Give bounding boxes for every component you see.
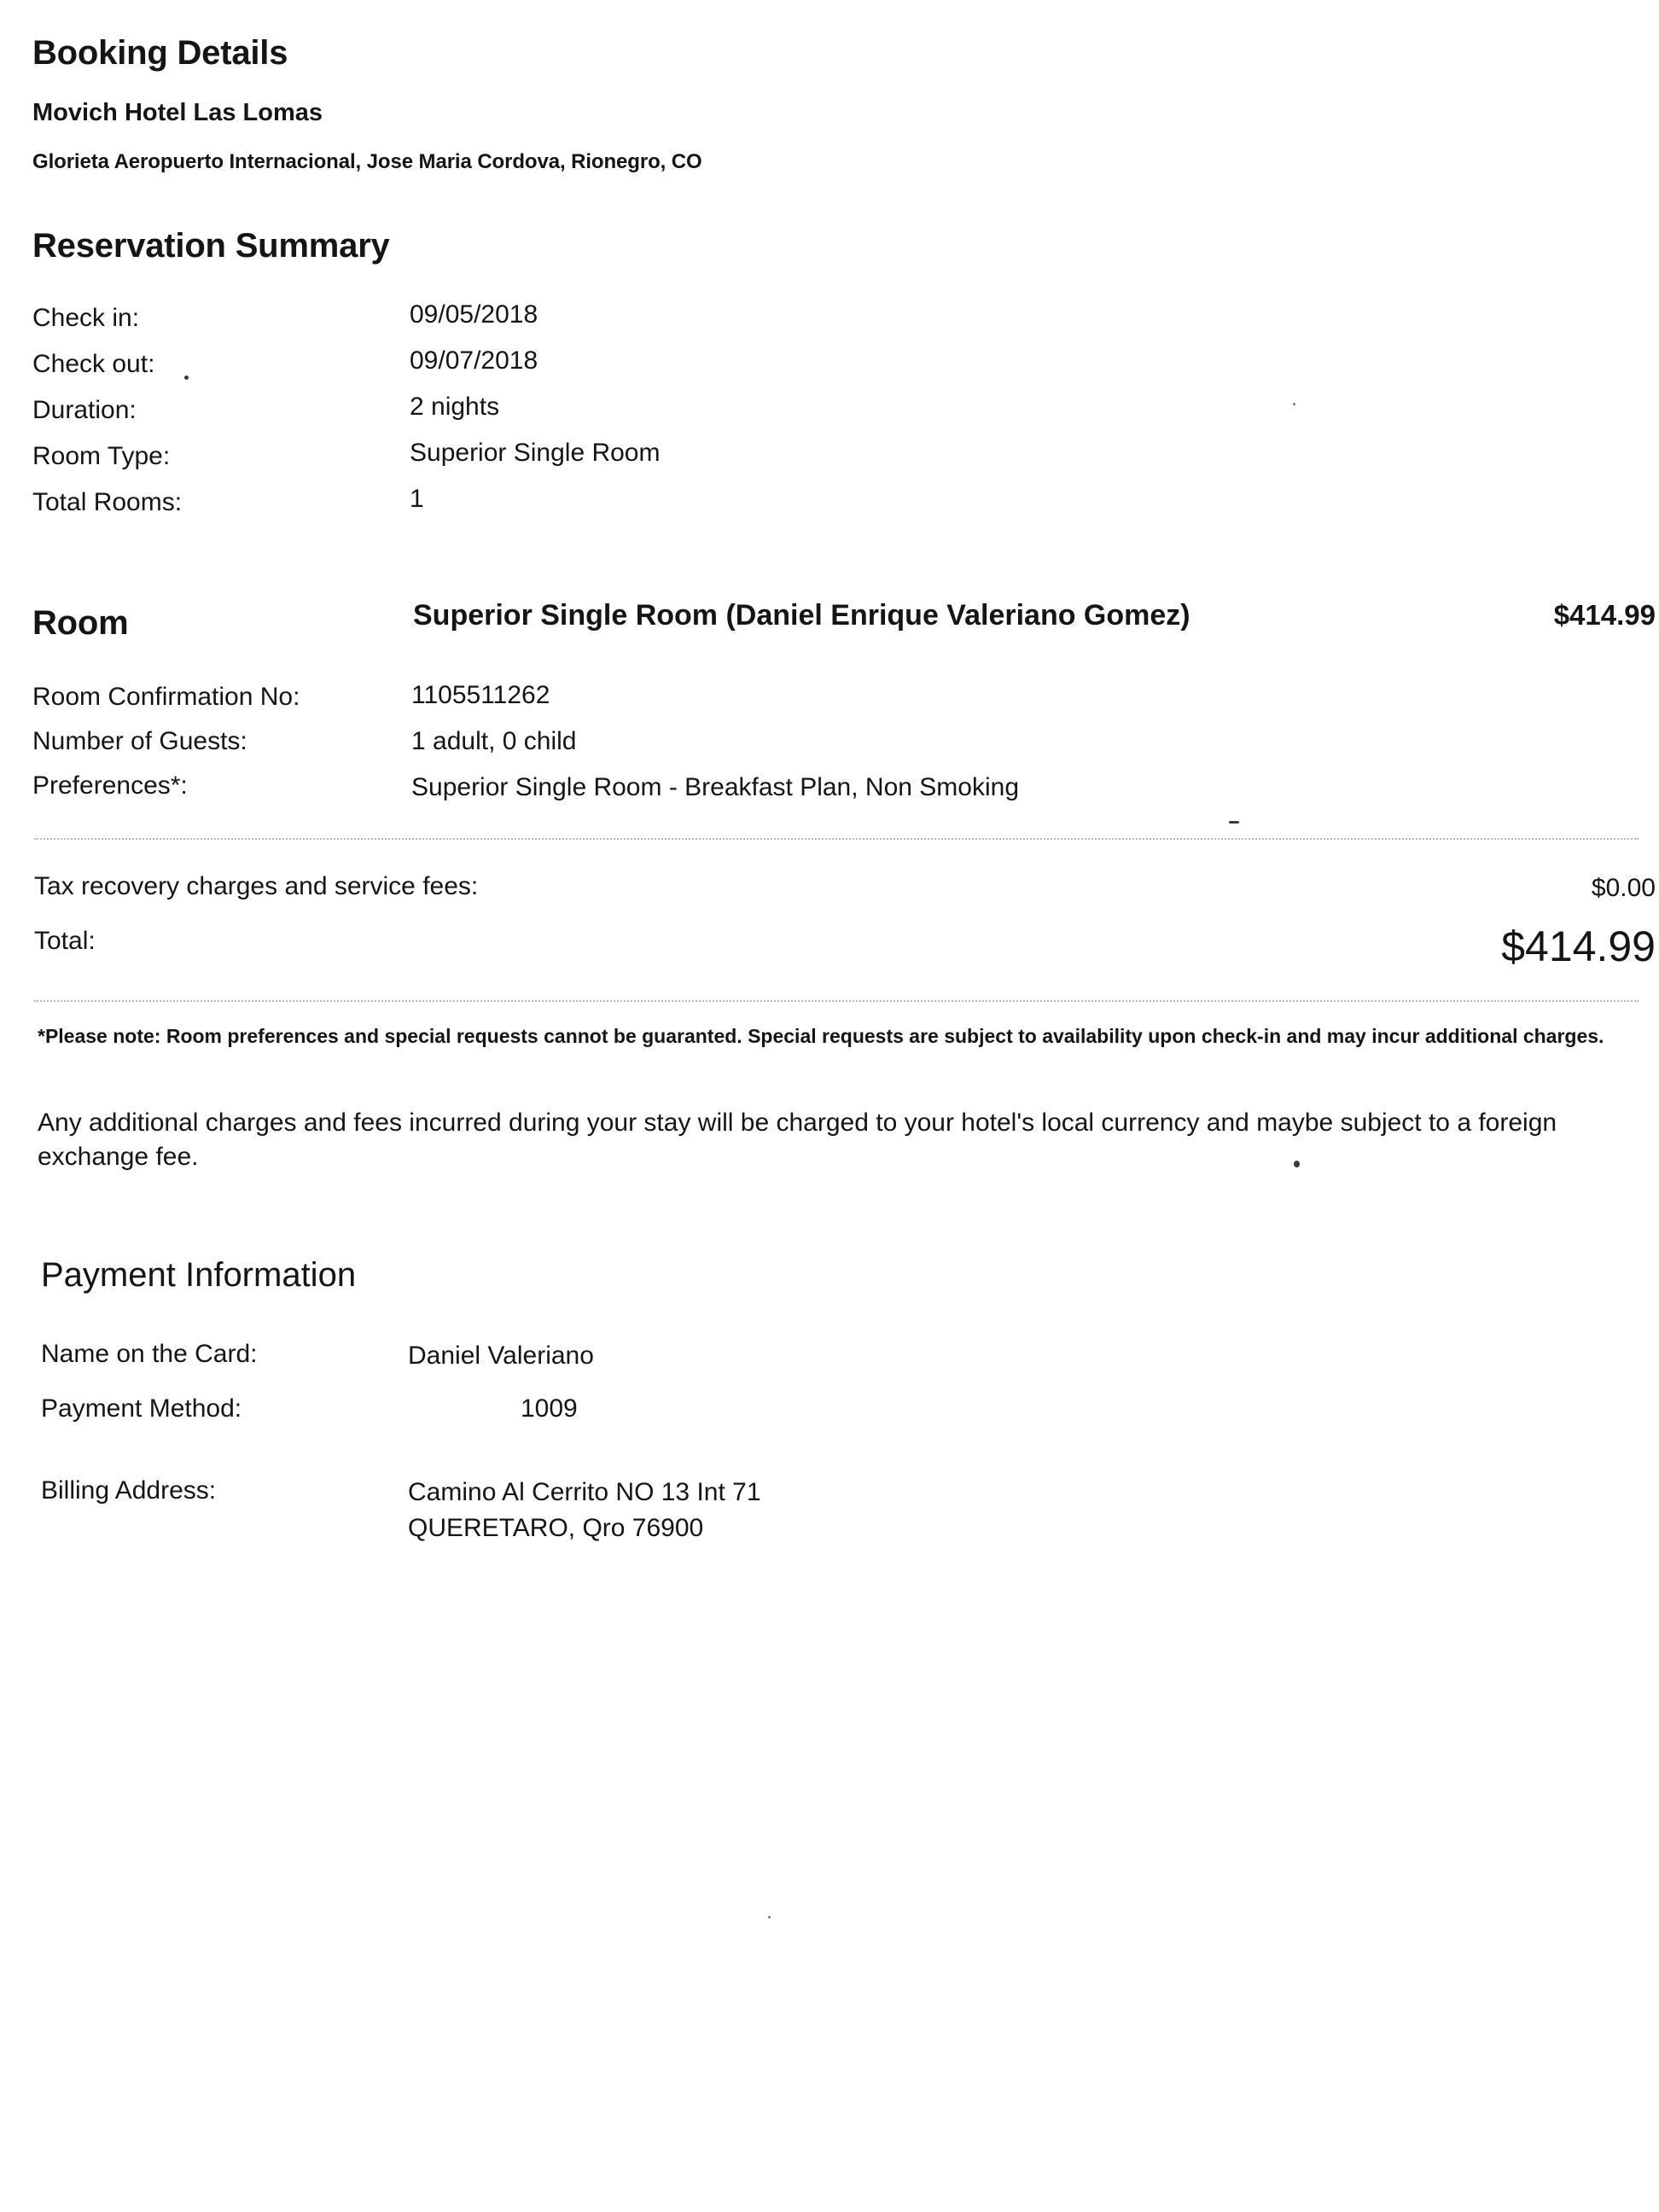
confirmation-number-value: 1105511262 — [411, 681, 550, 709]
billing-address-line2: QUERETARO, Qro 76900 — [408, 1514, 704, 1542]
check-out-label: Check out: — [32, 350, 155, 378]
preferences-value: Superior Single Room - Breakfast Plan, Non Smoking — [411, 773, 1020, 801]
room-type-value: Superior Single Room — [410, 439, 661, 467]
name-on-card-value: Daniel Valeriano — [408, 1342, 594, 1370]
room-type-label: Room Type: — [32, 442, 171, 470]
total-rooms-label: Total Rooms: — [32, 488, 183, 516]
room-title: Superior Single Room (Daniel Enrique Valeriano Gomez) — [413, 599, 1190, 632]
divider — [34, 1000, 1639, 1002]
divider — [34, 838, 1639, 840]
payment-information-heading: Payment Information — [41, 1256, 357, 1294]
scan-speck — [184, 375, 189, 380]
reservation-summary-heading: Reservation Summary — [32, 227, 390, 265]
preference-disclaimer: *Please note: Room preferences and special requests cannot be guaranted. Special requests are subject to availability upon check-in and may incur additional charges. — [38, 1025, 1604, 1047]
payment-method-label: Payment Method: — [41, 1394, 242, 1423]
room-price: $414.99 — [1553, 599, 1656, 631]
check-in-value: 09/05/2018 — [410, 300, 538, 329]
room-heading: Room — [32, 604, 129, 642]
duration-label: Duration: — [32, 396, 137, 424]
hotel-name: Movich Hotel Las Lomas — [32, 99, 323, 126]
duration-value: 2 nights — [410, 393, 500, 421]
booking-details-heading: Booking Details — [32, 34, 288, 72]
scan-speck — [1293, 403, 1295, 405]
tax-fees-value: $0.00 — [1591, 874, 1656, 902]
billing-address-line1: Camino Al Cerrito NO 13 Int 71 — [408, 1478, 761, 1506]
hotel-address: Glorieta Aeropuerto Internacional, Jose Maria Cordova, Rionegro, CO — [32, 150, 702, 173]
total-value: $414.99 — [1501, 923, 1656, 970]
total-rooms-value: 1 — [410, 485, 424, 513]
currency-disclaimer: Any additional charges and fees incurred during your stay will be charged to your hotel's local currency and maybe subject to a foreign exchange fee. — [38, 1109, 1557, 1171]
name-on-card-label: Name on the Card: — [41, 1340, 258, 1368]
scan-speck — [768, 1916, 771, 1918]
check-out-value: 09/07/2018 — [410, 346, 538, 375]
confirmation-number-label: Room Confirmation No: — [32, 683, 300, 711]
tax-fees-label: Tax recovery charges and service fees: — [34, 872, 479, 900]
scan-speck — [1294, 1161, 1300, 1167]
number-of-guests-label: Number of Guests: — [32, 727, 247, 755]
billing-address-label: Billing Address: — [41, 1476, 217, 1505]
check-in-label: Check in: — [32, 304, 140, 332]
payment-method-value: 1009 — [521, 1394, 578, 1423]
preferences-label: Preferences*: — [32, 771, 188, 800]
total-label: Total: — [34, 927, 96, 955]
scan-speck — [1229, 821, 1239, 824]
number-of-guests-value: 1 adult, 0 child — [411, 727, 577, 755]
